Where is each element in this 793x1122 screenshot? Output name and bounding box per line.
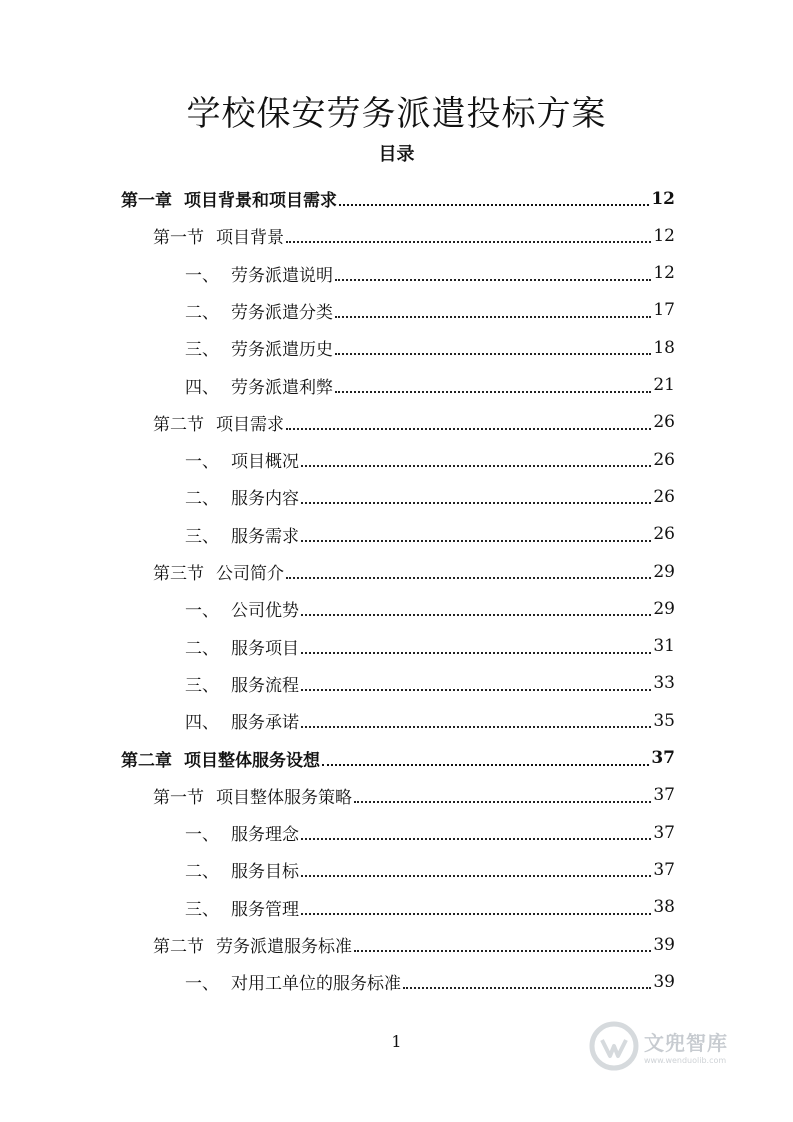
toc-entry-number: 一、 (185, 974, 219, 995)
toc-entry-page: 26 (653, 412, 675, 433)
toc-dot-leader (354, 950, 651, 952)
toc-entry[interactable] (185, 367, 675, 404)
toc-entry-page: 26 (653, 524, 675, 545)
toc-dot-leader (301, 502, 651, 504)
toc-entry-label: 服务管理 (231, 899, 299, 920)
toc-entry[interactable] (121, 180, 675, 217)
toc-entry-page: 33 (653, 673, 675, 694)
toc-dot-leader (335, 353, 651, 355)
toc-entry-label: 服务需求 (231, 526, 299, 547)
toc-dot-leader (339, 204, 649, 206)
toc-entry-label: 项目背景 (216, 228, 284, 249)
toc-entry-page: 26 (653, 449, 675, 470)
toc-entry-page: 17 (653, 300, 675, 321)
toc-entry[interactable] (153, 404, 675, 441)
watermark-url: www.wenduolib.com (644, 1056, 727, 1065)
toc-entry-number: 三、 (185, 675, 219, 696)
watermark (588, 1020, 728, 1072)
toc-dot-leader (322, 764, 649, 766)
toc-entry-label: 项目背景和项目需求 (184, 191, 337, 211)
toc-entry-page: 39 (653, 934, 675, 955)
toc-entry-label: 项目整体服务策略 (216, 787, 352, 808)
toc-entry-page: 29 (653, 598, 675, 619)
toc-entry-label: 劳务派遣利弊 (231, 377, 333, 398)
toc-entry-number: 第一章 (121, 191, 172, 211)
toc-entry-label: 项目概况 (231, 452, 299, 473)
toc-entry-label: 服务内容 (231, 489, 299, 510)
toc-entry-label: 劳务派遣服务标准 (216, 937, 352, 957)
toc-entry-page: 21 (653, 375, 675, 395)
toc-dot-leader (403, 987, 651, 989)
toc-dot-leader (301, 614, 651, 616)
toc-entry[interactable] (121, 740, 675, 777)
toc-entry-number: 第三节 (153, 564, 204, 584)
toc-dot-leader (301, 689, 651, 691)
watermark-name: 文兜智库 (644, 1031, 728, 1055)
toc-entry-number: 第二节 (153, 937, 204, 957)
toc-entry[interactable] (185, 628, 675, 665)
toc-entry-number: 三、 (185, 340, 219, 361)
toc-dot-leader (335, 279, 651, 281)
toc-dot-leader (301, 913, 651, 915)
toc-entry-page: 39 (653, 971, 675, 992)
toc-entry-page: 29 (653, 561, 675, 582)
toc-dot-leader (286, 577, 651, 579)
toc-entry-page: 31 (653, 636, 675, 657)
toc-entry[interactable] (185, 665, 675, 702)
toc-entry-page: 37 (653, 785, 675, 806)
toc-entry-number: 第一节 (153, 228, 204, 249)
toc-entry-number: 二、 (185, 638, 219, 659)
toc-entry-label: 劳务派遣历史 (231, 340, 333, 361)
toc-entry[interactable] (185, 329, 675, 366)
toc-entry[interactable] (153, 777, 675, 814)
toc-dot-leader (301, 875, 651, 877)
toc-entry[interactable] (185, 814, 675, 851)
toc-dot-leader (335, 391, 651, 393)
document-title: 学校保安劳务派遣投标方案 (186, 94, 607, 134)
toc-dot-leader (286, 428, 651, 430)
toc-entry-page: 37 (653, 822, 675, 843)
toc-entry-number: 四、 (185, 713, 219, 734)
toc-entry[interactable] (185, 590, 675, 627)
toc-entry-label: 公司简介 (216, 564, 284, 584)
toc-entry[interactable] (153, 217, 675, 254)
toc-entry-number: 一、 (185, 452, 219, 473)
toc-entry-label: 劳务派遣说明 (231, 265, 333, 286)
toc-entry-number: 第一节 (153, 787, 204, 808)
toc-entry-label: 劳务派遣分类 (231, 302, 333, 323)
wendoc-logo-icon (588, 1020, 640, 1072)
toc-entry-number: 三、 (185, 526, 219, 547)
toc-entry-page: 18 (653, 337, 675, 358)
toc-dot-leader (301, 726, 651, 728)
toc-entry-number: 二、 (185, 489, 219, 510)
toc-entry[interactable] (185, 702, 675, 739)
toc-entry-page: 12 (653, 263, 675, 284)
toc-entry[interactable] (185, 963, 675, 1000)
toc-entry-label: 服务承诺 (231, 713, 299, 734)
toc-entry-number: 一、 (185, 601, 219, 622)
toc-entry-page: 38 (653, 897, 675, 918)
toc-entry[interactable] (185, 889, 675, 926)
toc-entry[interactable] (185, 478, 675, 515)
toc-entry-label: 服务流程 (231, 675, 299, 696)
toc-entry-label: 对用工单位的服务标准 (231, 974, 401, 995)
toc-dot-leader (301, 540, 651, 542)
toc-entry-number: 第二章 (121, 750, 172, 771)
toc-heading: 目录 (378, 144, 415, 165)
page-number: 1 (391, 1032, 402, 1051)
toc-entry-page: 26 (653, 486, 675, 507)
toc-entry-number: 二、 (185, 302, 219, 323)
toc-entry-number: 一、 (185, 265, 219, 286)
toc-entry-number: 二、 (185, 862, 219, 883)
toc-entry-page: 35 (653, 710, 675, 731)
toc-entry-number: 四、 (185, 377, 219, 398)
toc-entry-label: 公司优势 (231, 601, 299, 622)
toc-entry[interactable] (185, 516, 675, 553)
toc-dot-leader (286, 241, 651, 243)
toc-entry-label: 服务目标 (231, 862, 299, 883)
toc-entry-page: 12 (651, 188, 675, 209)
toc-entry-number: 三、 (185, 899, 219, 920)
toc-dot-leader (301, 652, 651, 654)
toc-dot-leader (354, 801, 651, 803)
toc-entry-number: 第二节 (153, 414, 204, 435)
toc-entry[interactable] (153, 926, 675, 963)
toc-entry-label: 服务项目 (231, 638, 299, 659)
toc-entry-page: 12 (653, 225, 675, 246)
toc-entry[interactable] (153, 553, 675, 590)
toc-entry[interactable] (185, 255, 675, 292)
toc-dot-leader (335, 316, 651, 318)
toc-entry[interactable] (185, 851, 675, 888)
toc-entry-label: 项目整体服务设想 (184, 750, 320, 771)
toc-dot-leader (301, 838, 651, 840)
toc-entry-label: 服务理念 (231, 825, 299, 846)
toc-dot-leader (301, 465, 651, 467)
toc-entry-page: 37 (653, 859, 675, 880)
toc-entry-number: 一、 (185, 825, 219, 846)
toc-entry-page: 37 (651, 748, 675, 768)
toc-entry[interactable] (185, 292, 675, 329)
toc-entry-label: 项目需求 (216, 414, 284, 435)
toc-entry[interactable] (185, 441, 675, 478)
